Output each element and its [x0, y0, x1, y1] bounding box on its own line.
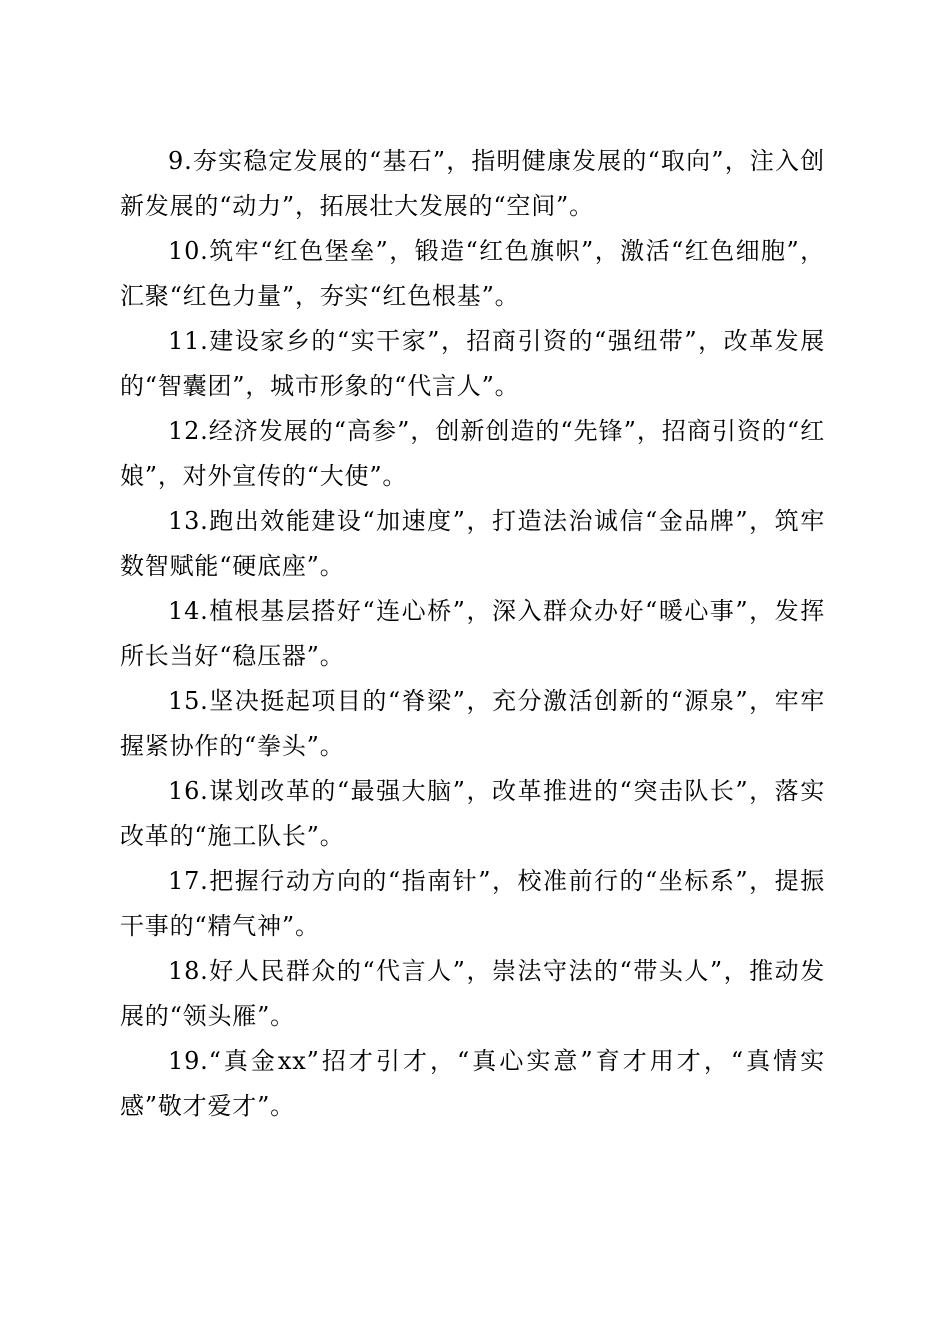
- paragraph-12: 12.经济发展的“高参”，创新创造的“先锋”，招商引资的“红娘”，对外宣传的“大使”。: [120, 417, 825, 490]
- paragraph-14: 14.植根基层搭好“连心桥”，深入群众办好“暖心事”，发挥所长当好“稳压器”。: [120, 597, 825, 670]
- paragraph-15: 15.坚决挺起项目的“脊梁”，充分激活创新的“源泉”，牢牢握紧协作的“拳头”。: [120, 687, 825, 760]
- document-body: [120, 139, 825, 1129]
- paragraph-18: 18.好人民群众的“代言人”，崇法守法的“带头人”，推动发展的“领头雁”。: [120, 957, 825, 1030]
- paragraph-13: 13.跑出效能建设“加速度”，打造法治诚信“金品牌”，筑牢数智赋能“硬底座”。: [120, 507, 825, 580]
- paragraph-19: 19.“真金xx”招才引才，“真心实意”育才用才，“真情实感”敬才爱才”。: [120, 1047, 825, 1120]
- paragraph-10: 10.筑牢“红色堡垒”，锻造“红色旗帜”，激活“红色细胞”，汇聚“红色力量”，夯实“红色根基”。: [120, 237, 825, 310]
- paragraph-17: 17.把握行动方向的“指南针”，校准前行的“坐标系”，提振干事的“精气神”。: [120, 867, 825, 940]
- paragraph-16: 16.谋划改革的“最强大脑”，改革推进的“突击队长”，落实改革的“施工队长”。: [120, 777, 825, 850]
- paragraph-11: 11.建设家乡的“实干家”，招商引资的“强纽带”，改革发展的“智囊团”，城市形象的“代言人”。: [120, 327, 825, 400]
- paragraph-9: 9.夯实稳定发展的“基石”，指明健康发展的“取向”，注入创新发展的“动力”，拓展壮大发展的“空间”。: [120, 147, 825, 220]
